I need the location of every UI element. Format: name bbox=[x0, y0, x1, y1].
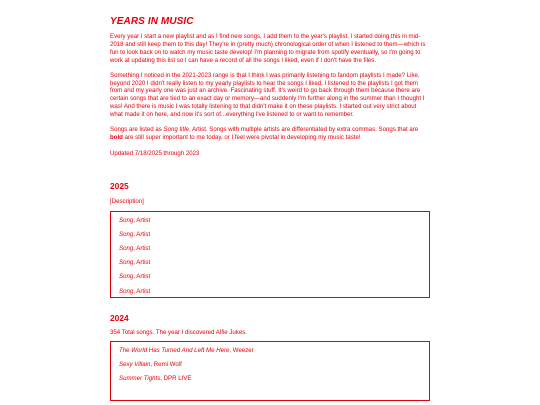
format-note-text: are still super important to me today, or I feel were pivotal in developing my music taste! bbox=[122, 133, 361, 141]
song-title: Summer Tights bbox=[119, 375, 161, 383]
song-title: Song bbox=[119, 287, 134, 295]
song-item bbox=[119, 226, 421, 240]
song-title: The World Has Turned And Left Me Here bbox=[119, 346, 230, 354]
song-title: Song bbox=[119, 230, 134, 238]
song-artist: , Artist bbox=[133, 259, 151, 267]
format-note bbox=[110, 126, 430, 142]
format-note-song-title: Song title bbox=[163, 126, 189, 134]
song-title: Sexy Villain bbox=[119, 360, 151, 368]
intro-paragraph: Every year I start a new playlist and as I find new songs, I add them to the year's playlist. I started doing this in mid-2018 and still keep them to this day! They're in (pretty much) chronological order of when I listened to them—which is fun to look back on to watch my music taste develop! I'm planning to migrate from spotify eventually, so I'm going to work at updating this list so I can have a record of all the songs I liked, even if I don't have the files. bbox=[110, 33, 426, 64]
song-artist: , Artist bbox=[133, 287, 151, 295]
song-list-2025[interactable] bbox=[110, 211, 430, 298]
format-note-bold: bold bbox=[110, 133, 123, 141]
song-item bbox=[119, 356, 421, 370]
intro-paragraph: Something I noticed in the 2021-2023 range is that I think I was primarily listening to fandom playlists I made? Like, beyond 2020 I didn't really listen to my yearly playlists to hear the songs I liked. I listened to the playlists I got them from and my yearly one was just an archive. Fascinating stuff. It's weird to go back through them because there are certain songs that are tied to an exact day or memory—and suddenly I'm further along in the summer than I thought I was! And there is music I was totally listening to that didn't make it on these playlists. I started out very strict about what made it on here, and now it's sort of...everything I've listened to or want to remember. bbox=[110, 71, 425, 119]
year-heading-2025: 2025 bbox=[110, 180, 129, 191]
song-item bbox=[119, 283, 421, 297]
song-item bbox=[119, 342, 421, 356]
song-item bbox=[119, 268, 421, 282]
song-artist: , Remi Wolf bbox=[150, 360, 182, 368]
song-item bbox=[119, 212, 421, 226]
song-artist: , Weezer bbox=[229, 346, 254, 354]
song-artist: , Artist bbox=[133, 230, 151, 238]
year-heading-2024: 2024 bbox=[110, 312, 129, 323]
song-title: Song bbox=[119, 245, 134, 253]
page-content bbox=[110, 0, 430, 401]
format-note-text: , Artist. Songs with multiple artists are differentiated by extra commas. Songs that are bbox=[188, 126, 419, 134]
song-artist: , DPR LIVE bbox=[160, 375, 192, 383]
song-item bbox=[119, 240, 421, 254]
year-description-2024: 354 Total songs. The year I discovered Alfie Jukes. bbox=[110, 328, 247, 336]
updated-note: Updated 7/18/2025 through 2023 bbox=[110, 149, 200, 157]
song-title: Song bbox=[119, 216, 134, 224]
year-description-2025: [Description] bbox=[110, 197, 144, 205]
song-title: Song bbox=[119, 273, 134, 281]
song-item bbox=[119, 254, 421, 268]
song-artist: , Artist bbox=[133, 216, 151, 224]
format-note-text: Songs are listed as bbox=[110, 126, 164, 134]
song-item bbox=[119, 385, 421, 399]
song-title: Song bbox=[119, 259, 134, 267]
song-item bbox=[119, 370, 421, 384]
song-artist: , Artist bbox=[133, 273, 151, 281]
page-title: YEARS IN MUSIC bbox=[110, 16, 194, 27]
song-artist: , Artist bbox=[133, 245, 151, 253]
song-list-2024[interactable] bbox=[110, 341, 430, 401]
